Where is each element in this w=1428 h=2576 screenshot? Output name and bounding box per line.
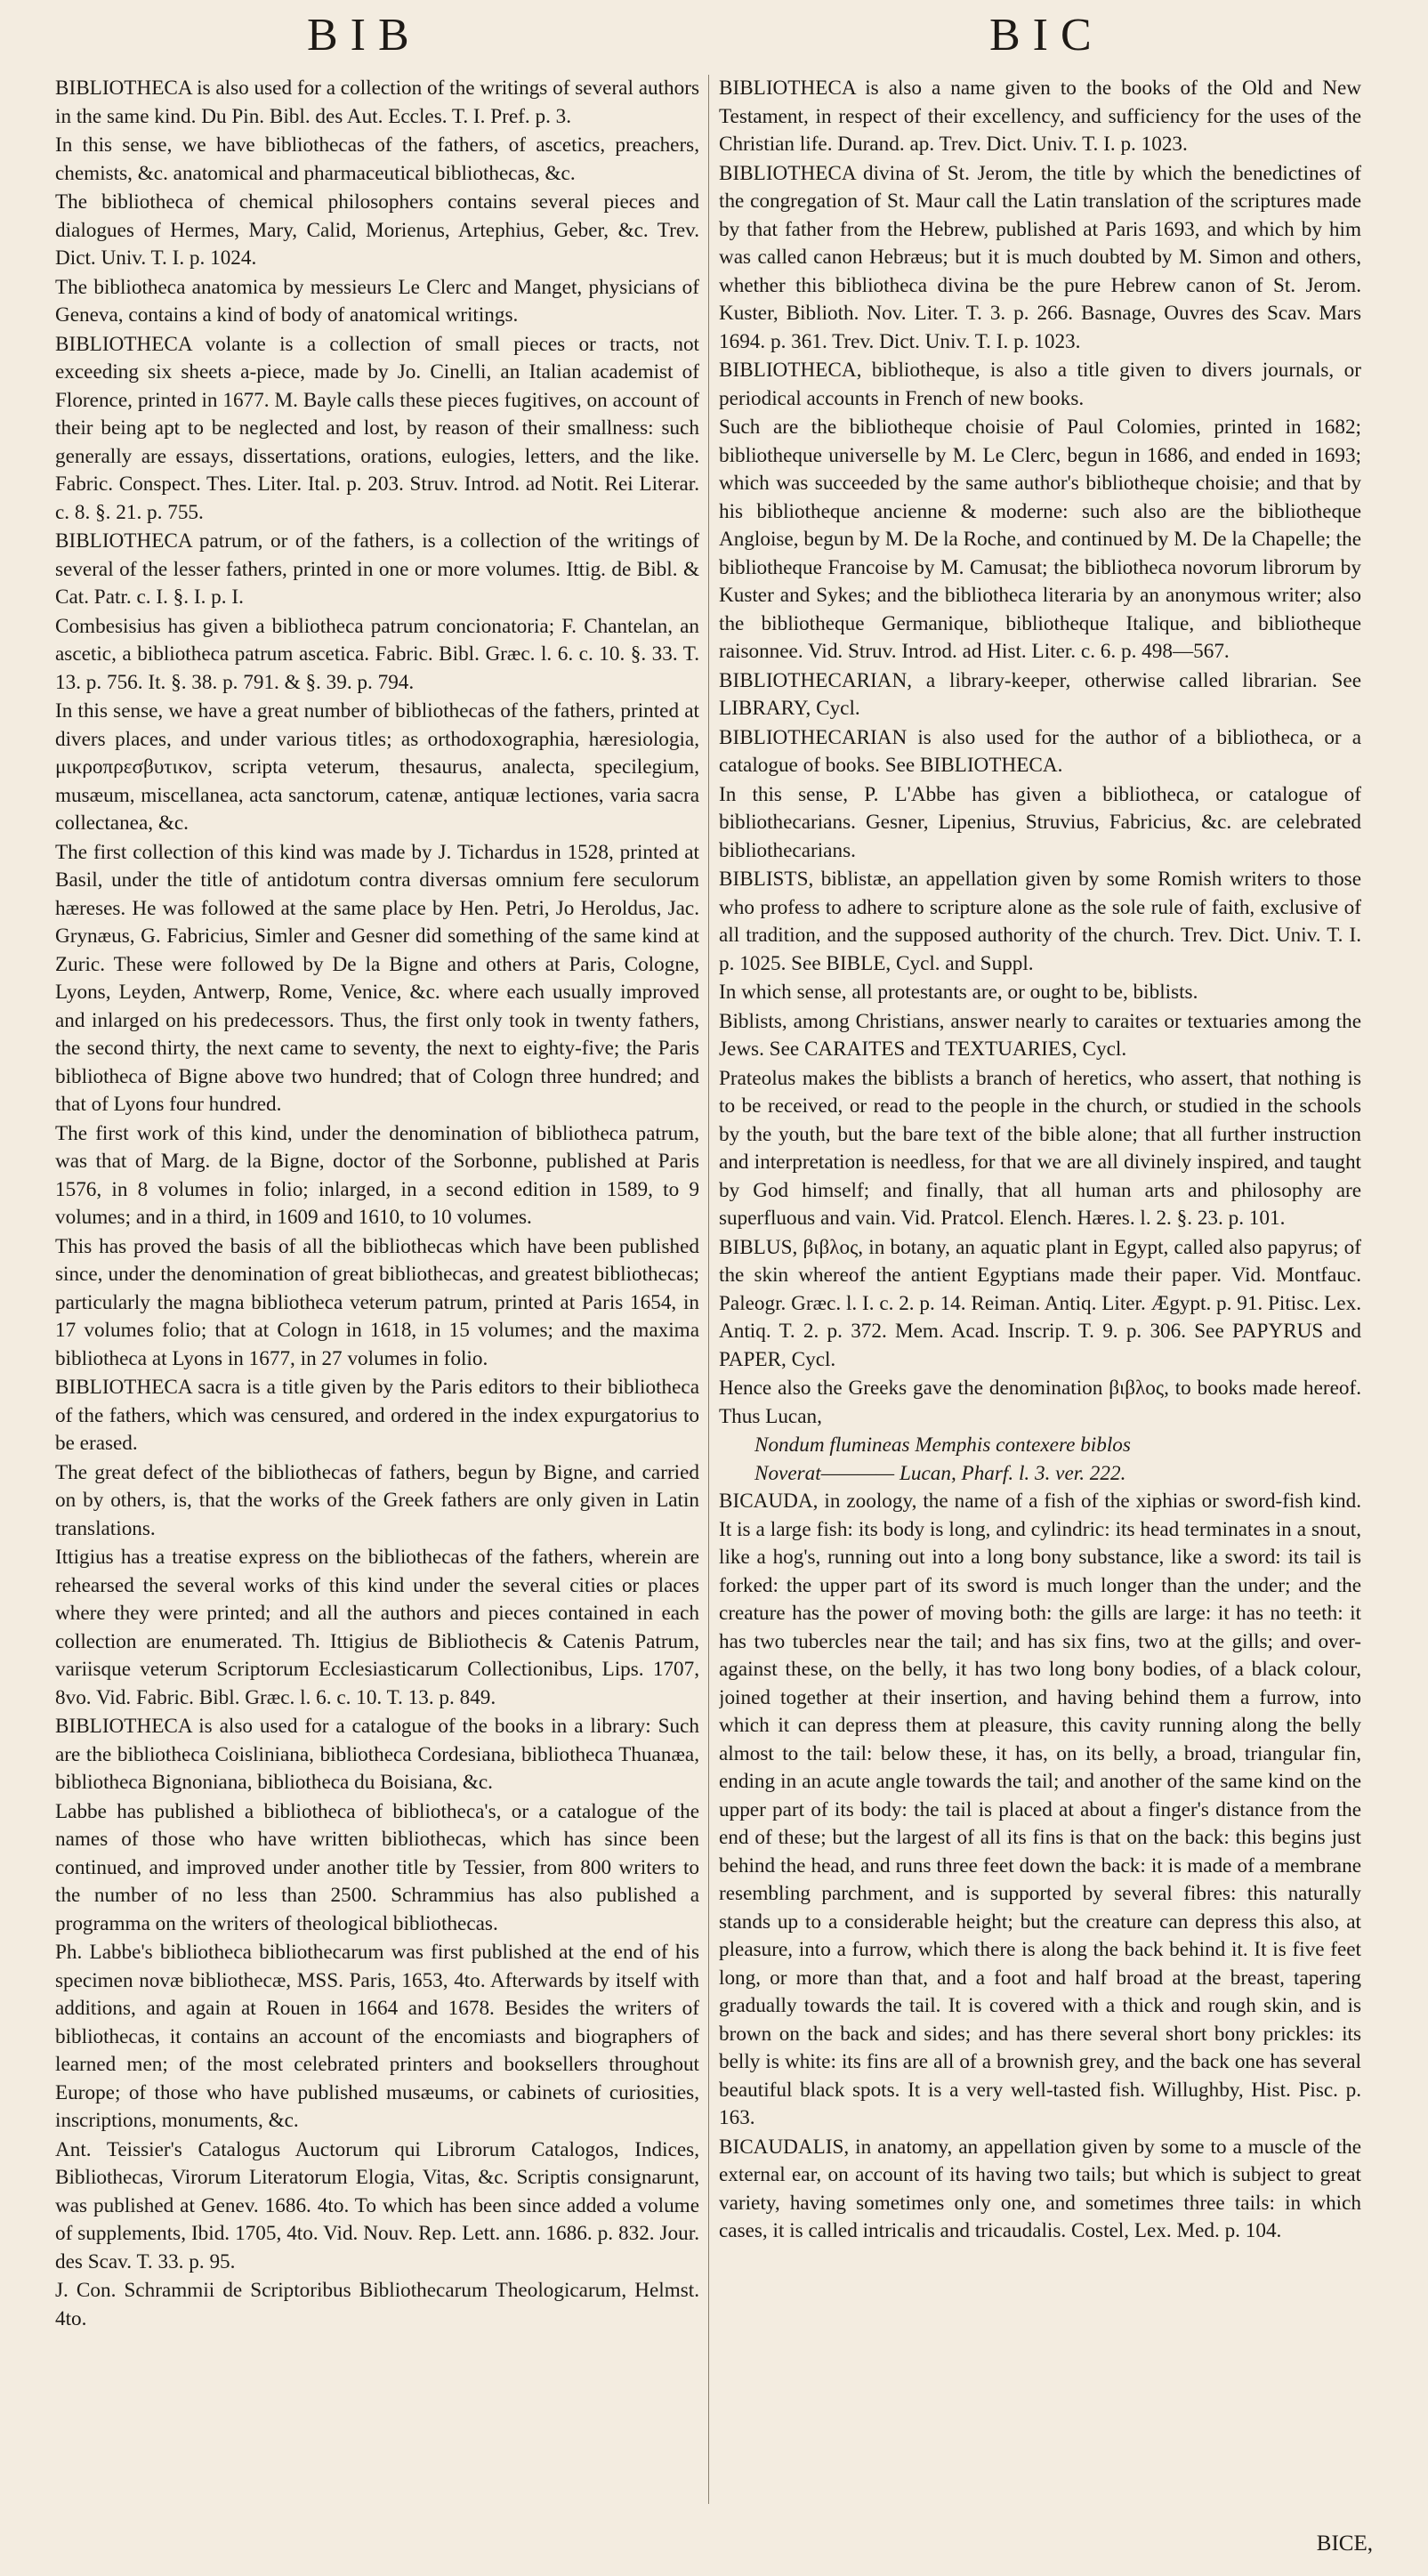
column-rule [708,75,709,2504]
paragraph: This has proved the basis of all the bibliothecas which have been published since, under the denomination of great bibliothecas, and greatest bibliothecas; particularly the magna bibliotheca veterum patrum, printed at Paris 1654, in 17 volumes folio; that at Cologn in 1618, in 15 volumes; and the maxima bibliotheca at Lyons in 1677, in 27 volumes in folio. [55,1234,699,1370]
paragraph: BIBLIOTHECA is also used for a collection of the writings of several authors in the same kind. Du Pin. Bibl. des Aut. Eccles. T. I. Pref. p. 3. [55,77,699,128]
verse-quotation: Noverat———— Lucan, Pharf. l. 3. ver. 222. [754,1461,1126,1485]
paragraph: BIBLIOTHECARIAN is also used for the author of a bibliotheca, or a catalogue of books. See BIBLIOTHECA. [719,725,1361,777]
paragraph: J. Con. Schrammii de Scriptoribus Bibliothecarum Theologicarum, Helmst. 4to. [55,2279,699,2330]
paragraph: BIBLIOTHECA sacra is a title given by the Paris editors to their bibliotheca of the fathers, which was censured, and ordered in the index expurgatorius to be erased. [55,1376,699,1455]
paragraph: The great defect of the bibliothecas of fathers, begun by Bigne, and carried on by others, is, that the works of the Greek fathers are only given in Latin translations. [55,1460,699,1540]
catchword: BICE, [1316,2532,1373,2556]
paragraph: BIBLIOTHECA is also a name given to the books of the Old and New Testament, in respect of their excellency, and sufficiency for the uses of the Christian life. Durand. ap. Trev. Dict. Univ. T. I. p. 1023. [719,77,1361,156]
paragraph: In which sense, all protestants are, or ought to be, biblists. [719,981,1198,1004]
paragraph: BIBLISTS, biblistæ, an appellation given by some Romish writers to those who profess to adhere to scripture alone as the sole rule of faith, exclusive of all tradition, and the supposed authority of the church. Trev. Dict. Univ. T. I. p. 1025. See BIBLE, Cycl. and Suppl. [719,868,1361,975]
paragraph: BIBLIOTHECA patrum, or of the fathers, is a collection of the writings of several of the lesser fathers, printed in one or more volumes. Ittig. de Bibl. & Cat. Patr. c. I. §. I. p. I. [55,529,699,609]
paragraph: Prateolus makes the biblists a branch of heretics, who assert, that nothing is to be received, or read to the people in the church, or studied in the schools by the youth, but the bare text of the bible alone; that all further instruction and interpretation is needless, for that we are all divinely inspired, and taught by God himself; and finally, that all human arts and philosophy are superfluous and vain. Vid. Pratcol. Elench. Hæres. l. 2. §. 23. p. 101. [719,1066,1361,1230]
paragraph: Labbe has published a bibliotheca of bibliotheca's, or a catalogue of the names of those who have written bibliothecas, which has since been continued, and improved under another title by Tessier, from 800 writers to the number of no less than 2500. Schrammius has also published a programma on the writers of theological bibliothecas. [55,1799,699,1935]
paragraph: Ph. Labbe's bibliotheca bibliothecarum was first published at the end of his specimen novæ bibliothecæ, MSS. Paris, 1653, 4to. Afterwards by itself with additions, and again at Rouen in 1664 and 1678. Besides the writers of bibliothecas, it contains an account of the encomiasts and biographers of learned men; of the most celebrated printers and booksellers throughout Europe; of those who have published musæums, or cabinets of curiosities, inscriptions, monuments, &c. [55,1941,699,2132]
paragraph: Such are the bibliotheque choisie of Paul Colomies, printed in 1682; bibliotheque universelle by M. Le Clerc, begun in 1686, and ended in 1693; which was succeeded by the same author's bibliotheque choisie; and that by his bibliotheque ancienne & moderne: such also are the bibliotheque Angloise, begun by M. De la Roche, and continued by M. De la Chapelle; the bibliotheque Francoise by M. Camusat; the bibliotheca novorum librorum by Kuster and Sykes; and the bibliotheca literaria by an anonymous writer; also the bibliotheque Germanique, bibliotheque Italique, and bibliotheque raisonnee. Vid. Struv. Introd. ad Hist. Liter. c. 6. p. 498—567. [719,416,1361,663]
left-column [55,75,699,2557]
paragraph: In this sense, P. L'Abbe has given a bibliotheca, or catalogue of bibliothecarians. Gesner, Lipenius, Struvius, Fabricius, &c. are celebrated bibliothecarians. [719,782,1361,862]
running-head-right: BIC [989,10,1104,61]
running-head-left: BIB [307,10,422,61]
paragraph: Ittigius has a treatise express on the bibliothecas of the fathers, wherein are rehearsed the several works of this kind under the several cities or places where they were printed; and all the authors and pieces contained in each collection are enumerated. Th. Ittigius de Bibliothecis & Catenis Patrum, variisque veterum Scriptorum Ecclesiasticarum Collectionibus, Lips. 1707, 8vo. Vid. Fabric. Bibl. Græc. l. 6. c. 10. T. 13. p. 849. [55,1546,699,1709]
paragraph: BIBLIOTHECA divina of St. Jerom, the title by which the benedictines of the congregation of St. Maur call the Latin translation of the scriptures made by that father from the Hebrew, published at Paris 1693, and which by him was called canon Hebræus; but it is much doubted by M. Simon and others, whether this bibliotheca divina be the pure Hebrew canon of St. Jerom. Kuster, Biblioth. Nov. Liter. T. 3. p. 266. Basnage, Ouvres des Scav. Mars 1694. p. 361. Trev. Dict. Univ. T. I. p. 1023. [719,161,1361,353]
paragraph: BIBLIOTHECARIAN, a library-keeper, otherwise called librarian. See LIBRARY, Cycl. [719,668,1361,720]
paragraph: BIBLIOTHECA, bibliotheque, is also a title given to divers journals, or periodical accounts in French of new books. [719,359,1361,410]
right-column [719,75,1361,2557]
paragraph: Combesisius has given a bibliotheca patrum concionatoria; F. Chantelan, an ascetic, a bibliotheca patrum ascetica. Fabric. Bibl. Græc. l. 6. c. 10. §. 33. T. 13. p. 756. It. §. 38. p. 791. & §. 39. p. 794. [55,614,699,694]
paragraph: BIBLUS, βιβλος, in botany, an aquatic plant in Egypt, called also papyrus; of the skin whereof the antient Egyptians made their paper. Vid. Montfauc. Paleogr. Græc. l. I. c. 2. p. 14. Reiman. Antiq. Liter. Ægypt. p. 91. Pitisc. Lex. Antiq. T. 2. p. 372. Mem. Acad. Inscrip. T. 9. p. 306. See PAPYRUS and PAPER, Cycl. [719,1235,1361,1371]
paragraph: The bibliotheca of chemical philosophers contains several pieces and dialogues of Hermes, Mary, Calid, Morienus, Artephius, Geber, &c. Trev. Dict. Univ. T. I. p. 1024. [55,190,699,270]
paragraph: Hence also the Greeks gave the denomination βιβλος, to books made hereof. Thus Lucan, [719,1377,1361,1428]
verse-quotation: Nondum flumineas Memphis contexere biblos [754,1433,1131,1457]
paragraph: BIBLIOTHECA volante is a collection of small pieces or tracts, not exceeding six sheets a-piece, made by Jo. Cinelli, an Italian academist of Florence, printed in 1677. M. Bayle calls these pieces fugitives, on account of their being apt to be neglected and lost, by reason of their smallness: such generally are essays, dissertations, orations, eulogies, letters, and the like. Fabric. Conspect. Thes. Liter. Ital. p. 203. Struv. Introd. ad Notit. Rei Literar. c. 8. §. 21. p. 755. [55,332,699,524]
paragraph: In this sense, we have bibliothecas of the fathers, of ascetics, preachers, chemists, &c. anatomical and pharmaceutical bibliothecas, &c. [55,133,699,185]
paragraph: The first collection of this kind was made by J. Tichardus in 1528, printed at Basil, under the title of antidotum contra diversas omnium fere seculorum hæreses. He was followed at the same place by Hen. Petri, Jo Heroldus, Jac. Grynæus, G. Fabricius, Simler and Gesner did something of the same kind at Zuric. These were followed by De la Bigne and others at Paris, Cologne, Lyons, Leyden, Antwerp, Rome, Venice, &c. where each usually improved and inlarged on his predecessors. Thus, the first only took in twenty fathers, the second thirty, the next came to seventy, the next to eighty-five; the Paris bibliotheca of Bigne above two hundred; that of Cologn three hundred; and that of Lyons four hundred. [55,840,699,1116]
paragraph: BICAUDA, in zoology, the name of a fish of the xiphias or sword-fish kind. It is a large fish: its body is long, and cylindric: its head terminates in a snout, like a hog's, running out into a long bony substance, like a sword: its tail is forked: the upper part of its sword is much longer than the under; and the creature has the power of moving both: the gills are large: it has no teeth: it has two tubercles near the tail; and has six fins, two at the gills; and over-against these, on the belly, it has two long bony bodies, of a black colour, joined together at their insertion, and having behind them a furrow, into which it can depress them at pleasure, this cavity running along the belly almost to the tail: below these, it has, on its belly, a broad, triangular fin, ending in an acute angle towards the tail; and another of the same kind on the upper part of its body: the tail is placed at about a finger's distance from the end of these; but the largest of all its fins is that on the back: this begins just behind the head, and runs three feet down the back: it is made of a membrane resembling parchment, and is supported by several fibres: this naturally stands up to a considerable height; but the creature can depress this also, at pleasure, into a furrow, which there is along the back behind it. It is five feet long, or more than that, and a foot and half broad at the breast, tapering gradually towards the tail. It is covered with a thick and rough skin, and is brown on the back and sides; and has there several short bony prickles: its belly is white: its fins are all of a brownish grey, and the back one has several beautiful black spots. It is a very well-tasted fish. Willughby, Hist. Pisc. p. 163. [719,1490,1361,2129]
paragraph: The first work of this kind, under the denomination of bibliotheca patrum, was that of Marg. de la Bigne, doctor of the Sorbonne, published at Paris 1576, in 8 volumes in folio; inlarged, in a second edition in 1589, to 9 volumes; and in a third, in 1609 and 1610, to 10 volumes. [55,1121,699,1229]
paragraph: In this sense, we have a great number of bibliothecas of the fathers, printed at divers places, and under various titles; as orthodoxographia, hæresiologia, μικροπρεσβυτικον, scripta veterum, thesaurus, analecta, specilegium, musæum, miscellanea, acta sanctorum, catenæ, antiquæ lectiones, varia sacra collectanea, &c. [55,699,699,835]
paragraph: Biblists, among Christians, answer nearly to caraites or textuaries among the Jews. See CARAITES and TEXTUARIES, Cycl. [719,1009,1361,1061]
paragraph: Ant. Teissier's Catalogus Auctorum qui Librorum Catalogos, Indices, Bibliothecas, Virorum Literatorum Elogia, Vitas, &c. Scriptis consignarunt, was published at Genev. 1686. 4to. To which has been since added a volume of supplements, Ibid. 1705, 4to. Vid. Nouv. Rep. Lett. ann. 1686. p. 832. Jour. des Scav. T. 33. p. 95. [55,2137,699,2273]
paragraph: BIBLIOTHECA is also used for a catalogue of the books in a library: Such are the bibliotheca Coisliniana, bibliotheca Cordesiana, bibliotheca Thuanæa, bibliotheca Bignoniana, bibliotheca du Boisiana, &c. [55,1715,699,1794]
paragraph: The bibliotheca anatomica by messieurs Le Clerc and Manget, physicians of Geneva, contains a kind of body of anatomical writings. [55,275,699,327]
paragraph: BICAUDALIS, in anatomy, an appellation given by some to a muscle of the external ear, on account of its having two tails; but which is subject to great variety, having sometimes only one, and sometimes three tails: in which cases, it is called intricalis and tricaudalis. Costel, Lex. Med. p. 104. [719,2135,1361,2242]
